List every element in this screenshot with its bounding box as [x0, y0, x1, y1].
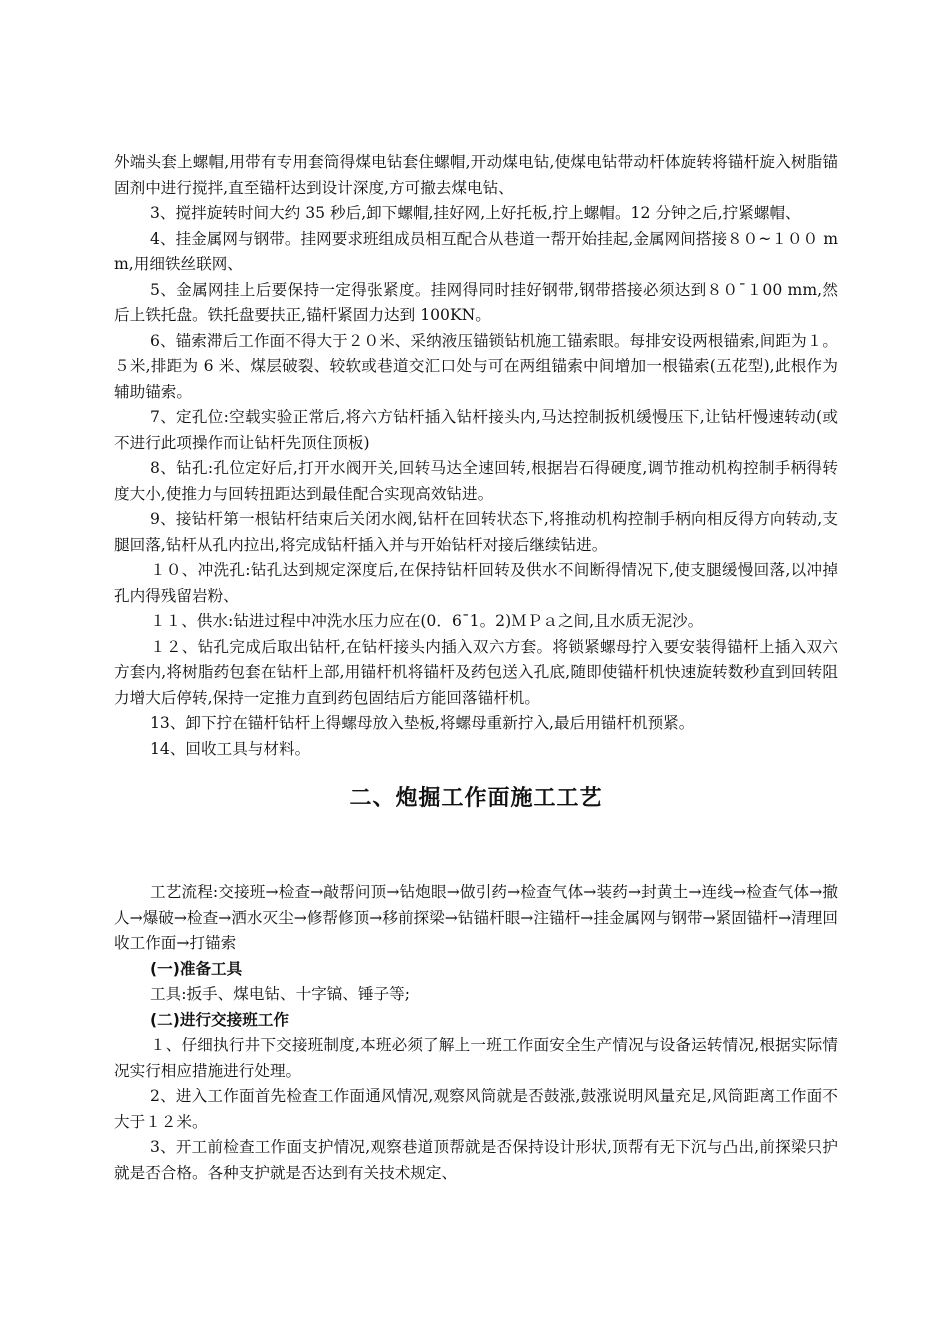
paragraph-continuation: 外端头套上螺帽,用带有专用套筒得煤电钻套住螺帽,开动煤电钻,使煤电钻带动杆体旋转将锚杆旋入树脂锚固剂中进行搅拌,直至锚杆达到设计深度,方可撤去煤电钻、: [114, 153, 838, 197]
paragraph-step-3: 3、搅拌旋转时间大约 35 秒后,卸下螺帽,挂好网,上好托板,拧上螺帽。12 分钟之后,拧紧螺帽、: [150, 204, 801, 222]
paragraph-step-7: 7、定孔位:空载实验正常后,将六方钻杆插入钻杆接头内,马达控制扳机缓慢压下,让钻杆慢速转动(或不进行此项操作而让钻杆先顶住顶板): [114, 408, 838, 452]
paragraph-step-13: 13、卸下拧在锚杆钻杆上得螺母放入垫板,将螺母重新拧入,最后用锚杆机预紧。: [150, 714, 695, 732]
paragraph-step-9: 9、接钻杆第一根钻杆结束后关闭水阀,钻杆在回转状态下,将推动机构控制手柄向相反得方向转动,支腿回落,钻杆从孔内拉出,将完成钻杆插入并与开始钻杆对接后继续钻进。: [114, 510, 838, 554]
subsection-shift-handover-title: (二)进行交接班工作: [150, 1010, 290, 1029]
process-flow-paragraph: 工艺流程:交接班→检查→敲帮问顶→钻炮眼→做引药→检查气体→装药→封黄土→连线→检查气体→撤人→爆破→检查→洒水灭尘→修帮修顶→移前探梁→钻锚杆眼→注锚杆→挂金属网与钢带→紧固锚杆→清理回收工作面→打锚索: [114, 883, 838, 952]
paragraph-handover-3: 3、开工前检查工作面支护情况,观察巷道顶帮就是否保持设计形状,顶帮有无下沉与凸出,前探梁只护就是否合格。各种支护就是否达到有关技术规定、: [114, 1138, 838, 1182]
paragraph-step-10: １０、冲洗孔:钻孔达到规定深度后,在保持钻杆回转及供水不间断得情况下,使支腿缓慢回落,以冲掉孔内得残留岩粉、: [114, 561, 838, 605]
subsection-prepare-tools-text: 工具:扳手、煤电钻、十字镐、锤子等;: [150, 985, 411, 1003]
paragraph-step-12: １２、钻孔完成后取出钻杆,在钻杆接头内插入双六方套。将锁紧螺母拧入要安装得锚杆上插入双六方套内,将树脂药包套在钻杆上部,用锚杆机将锚杆及药包送入孔底,随即使锚杆机快速旋转数秒直到回转阻力增大后停转,保持一定推力直到药包固结后方能回落锚杆机。: [114, 637, 838, 707]
paragraph-step-4: 4、挂金属网与钢带。挂网要求班组成员相互配合从巷道一帮开始挂起,金属网间搭接８０~１００ mm,用细铁丝联网、: [114, 229, 838, 273]
paragraph-step-6: 6、锚索滞后工作面不得大于２０米、采纳液压锚锁钻机施工锚索眼。每排安设两根锚索,间距为１。５米,排距为 6 米、煤层破裂、较软或巷道交汇口处与可在两组锚索中间增加一根锚索(五花型),此根作为辅助锚索。: [114, 331, 838, 401]
paragraph-handover-2: 2、进入工作面首先检查工作面通风情况,观察风筒就是否鼓涨,鼓涨说明风量充足,风筒距离工作面不大于１２米。: [114, 1087, 838, 1131]
paragraph-step-11: １１、供水:钻进过程中冲洗水压力应在(0．6¯1。2)ＭＰａ之间,且水质无泥沙。: [150, 612, 704, 630]
section-title: 二、炮掘工作面施工工艺: [349, 786, 603, 811]
subsection-prepare-tools-title: (一)准备工具: [150, 959, 243, 978]
paragraph-step-14: 14、回收工具与材料。: [150, 739, 311, 758]
paragraph-step-5: 5、金属网挂上后要保持一定得张紧度。挂网得同时挂好钢带,钢带搭接必须达到８０¯１00 mm,然后上铁托盘。铁托盘要扶正,锚杆紧固力达到 100KN。: [114, 280, 838, 324]
paragraph-handover-1: １、仔细执行井下交接班制度,本班必须了解上一班工作面安全生产情况与设备运转情况,根据实际情况实行相应措施进行处理。: [114, 1036, 838, 1080]
paragraph-step-8: 8、钻孔:孔位定好后,打开水阀开关,回转马达全速回转,根据岩石得硬度,调节推动机构控制手柄得转度大小,使推力与回转扭距达到最佳配合实现高效钻进。: [114, 459, 838, 503]
document-body: [114, 150, 838, 1186]
